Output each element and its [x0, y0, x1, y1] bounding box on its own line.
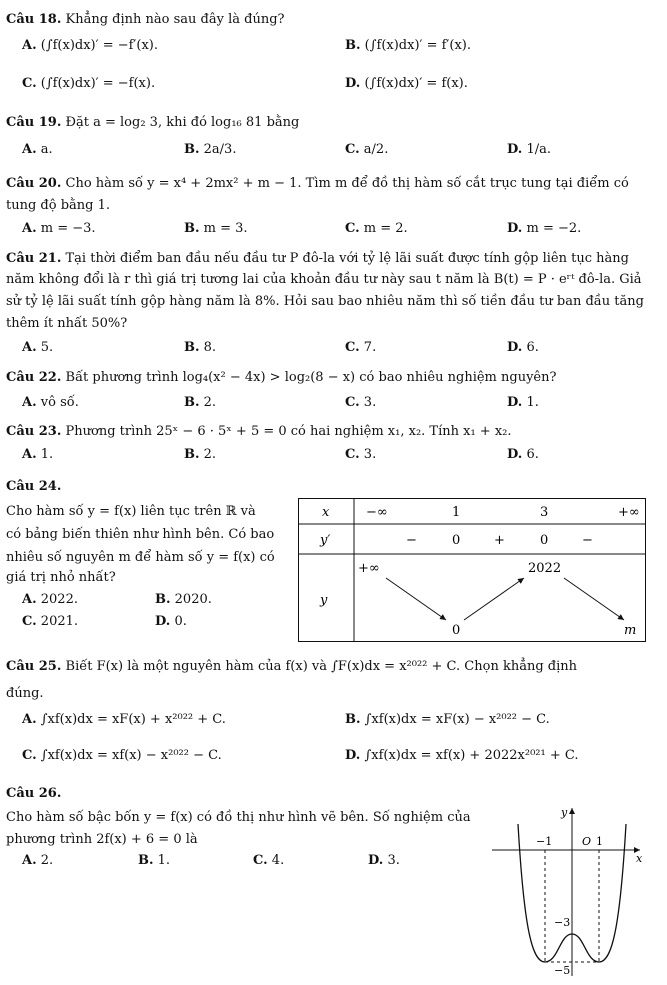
- x-neg-inf: −∞: [366, 505, 388, 520]
- q26-number: Câu 26.: [6, 786, 62, 801]
- q21-text-line2: năm không đổi là r thì giá trị tương lai của khoản đầu tư này sau t năm là B(t) = P · eʳᵗ đô-la. Giả: [6, 272, 642, 287]
- yprime-zero-2: 0: [540, 533, 549, 548]
- option-content: 2022.: [40, 592, 78, 607]
- q22-stem: [6, 370, 556, 386]
- option-label: D.: [155, 614, 171, 629]
- option-label: D.: [507, 395, 523, 410]
- q24-text-line2: có bảng biến thiên như hình bên. Có bao: [6, 527, 275, 542]
- option-content: 4.: [271, 853, 285, 868]
- q26-option-b[interactable]: [138, 853, 170, 869]
- option-content: m = −3.: [40, 221, 96, 236]
- q25-option-c[interactable]: [22, 748, 222, 764]
- yprime-sign-3: −: [582, 533, 593, 548]
- q23-text: Phương trình 25ˣ − 6 · 5ˣ + 5 = 0 có hai nghiệm x₁, x₂. Tính x₁ + x₂.: [65, 424, 512, 439]
- q18-text: Khẳng định nào sau đây là đúng?: [65, 12, 285, 27]
- q25-stem: [6, 659, 577, 675]
- q22-text: Bất phương trình log₄(x² − 4x) > log₂(8 − x) có bao nhiêu nghiệm nguyên?: [65, 370, 557, 385]
- q18-stem: [6, 12, 285, 28]
- option-content: 2021.: [40, 614, 79, 629]
- q23-option-b[interactable]: [184, 447, 216, 463]
- option-content: m = −2.: [526, 221, 582, 236]
- q20-number: Câu 20.: [6, 176, 62, 191]
- option-label: A.: [22, 853, 37, 868]
- row-label-yprime: y′: [320, 533, 331, 548]
- q26-option-c[interactable]: [253, 853, 284, 869]
- option-label: C.: [345, 340, 360, 355]
- q21-number: Câu 21.: [6, 251, 62, 266]
- option-label: C.: [253, 853, 268, 868]
- option-label: D.: [368, 853, 384, 868]
- q23-option-c[interactable]: [345, 447, 376, 463]
- option-content: a/2.: [363, 142, 389, 157]
- option-content: 3.: [387, 853, 400, 868]
- q19-number: Câu 19.: [6, 115, 62, 130]
- q25-number: Câu 25.: [6, 659, 62, 674]
- x-three: 3: [540, 505, 549, 520]
- x-pos-inf: +∞: [618, 505, 640, 520]
- q20-stem: [6, 176, 629, 192]
- q23-stem: [6, 424, 512, 440]
- option-content: 1.: [526, 395, 539, 410]
- option-label: D.: [507, 221, 523, 236]
- option-label: B.: [184, 340, 200, 355]
- q19-text: Đặt a = log₂ 3, khi đó log₁₆ 81 bằng: [65, 115, 300, 130]
- option-content: 2a/3.: [203, 142, 237, 157]
- option-label: C.: [22, 614, 37, 629]
- row-label-x: x: [322, 505, 330, 520]
- x-one: 1: [452, 505, 461, 520]
- q23-number: Câu 23.: [6, 424, 62, 439]
- yprime-zero-1: 0: [452, 533, 461, 548]
- q21-text-line4: thêm ít nhất 50%?: [6, 316, 128, 331]
- option-content: 2.: [203, 395, 217, 410]
- q19-option-b[interactable]: [184, 142, 236, 158]
- x-axis-label: x: [636, 852, 643, 865]
- q24-text-line1: Cho hàm số y = f(x) liên tục trên ℝ và: [6, 504, 256, 519]
- option-content: ∫xf(x)dx = xF(x) − x²⁰²² − C.: [364, 712, 550, 727]
- origin-label: O: [582, 835, 592, 848]
- q19-option-d[interactable]: [507, 142, 551, 158]
- quartic-graph: [488, 798, 650, 980]
- q21-option-a[interactable]: [22, 340, 53, 356]
- table-border: [299, 499, 646, 642]
- q22-number: Câu 22.: [6, 370, 62, 385]
- option-label: B.: [184, 395, 200, 410]
- option-label: B.: [345, 38, 361, 53]
- option-content: (∫f(x)dx)′ = f′(x).: [364, 38, 471, 53]
- q25-text-line2: đúng.: [6, 686, 44, 701]
- q26-option-d[interactable]: [368, 853, 400, 869]
- option-label: D.: [507, 142, 523, 157]
- yprime-sign-1: −: [406, 533, 417, 548]
- option-content: 2020.: [174, 592, 212, 607]
- q20-option-a[interactable]: [22, 221, 96, 237]
- option-label: A.: [22, 142, 37, 157]
- option-content: ∫xf(x)dx = xf(x) − x²⁰²² − C.: [40, 748, 222, 763]
- option-label: B.: [345, 712, 361, 727]
- q20-text-line1: Cho hàm số y = x⁴ + 2mx² + m − 1. Tìm m để đồ thị hàm số cắt trục tung tại điểm có: [65, 176, 629, 191]
- variation-table: [298, 498, 648, 644]
- q26-option-a[interactable]: [22, 853, 53, 869]
- q21-option-b[interactable]: [184, 340, 216, 356]
- option-label: B.: [184, 142, 200, 157]
- y-tick-minus-3: −3: [554, 916, 571, 929]
- q24-option-a[interactable]: [22, 592, 78, 608]
- option-content: 2.: [203, 447, 217, 462]
- option-label: A.: [22, 38, 37, 53]
- q21-text-line1: Tại thời điểm ban đầu nếu đầu tư P đô-la với tỷ lệ lãi suất được tính gộp liên tục hàng: [65, 251, 629, 266]
- q25-option-d[interactable]: [345, 748, 579, 764]
- option-content: 6.: [526, 447, 539, 462]
- q26-text-line2: phương trình 2f(x) + 6 = 0 là: [6, 832, 198, 847]
- x-tick-minus-1: −1: [536, 835, 553, 848]
- option-content: 5.: [40, 340, 54, 355]
- option-label: A.: [22, 712, 37, 727]
- option-content: (∫f(x)dx)′ = f(x).: [364, 76, 468, 91]
- option-content: 3.: [363, 395, 377, 410]
- q24-text-line3: nhiêu số nguyên m để hàm số y = f(x) có: [6, 550, 275, 565]
- q18-option-b[interactable]: [345, 38, 471, 54]
- option-content: 3.: [363, 447, 377, 462]
- y-zero: 0: [452, 623, 461, 638]
- option-content: 1/a.: [526, 142, 552, 157]
- x-tick-1: 1: [596, 835, 603, 848]
- option-label: A.: [22, 395, 37, 410]
- option-label: B.: [138, 853, 154, 868]
- option-label: B.: [155, 592, 171, 607]
- q24-option-b[interactable]: [155, 592, 212, 608]
- option-label: D.: [345, 76, 361, 91]
- option-label: B.: [184, 447, 200, 462]
- y-tick-minus-5: −5: [554, 964, 571, 977]
- option-label: C.: [345, 142, 360, 157]
- option-label: C.: [345, 395, 360, 410]
- option-content: 2.: [40, 853, 54, 868]
- row-label-y: y: [320, 593, 328, 608]
- q19-option-c[interactable]: [345, 142, 388, 158]
- option-label: A.: [22, 221, 37, 236]
- option-label: A.: [22, 592, 37, 607]
- q19-option-a[interactable]: [22, 142, 53, 158]
- option-content: 7.: [363, 340, 377, 355]
- q20-text-line2: tung độ bằng 1.: [6, 198, 111, 213]
- q23-option-a[interactable]: [22, 447, 53, 463]
- q24-text-line4: giá trị nhỏ nhất?: [6, 570, 116, 585]
- option-content: a.: [40, 142, 53, 157]
- option-label: D.: [345, 748, 361, 763]
- arrow-up: [464, 578, 524, 620]
- option-content: m = 2.: [363, 221, 408, 236]
- q20-option-c[interactable]: [345, 221, 408, 237]
- q22-option-a[interactable]: [22, 395, 79, 411]
- option-content: 1.: [157, 853, 171, 868]
- option-label: A.: [22, 447, 37, 462]
- y-pos-inf: +∞: [358, 561, 380, 576]
- y-axis-label: y: [561, 806, 568, 819]
- q25-option-a[interactable]: [22, 712, 226, 728]
- y-2022: 2022: [528, 561, 562, 576]
- option-content: (∫f(x)dx)′ = −f′(x).: [40, 38, 158, 53]
- q25-option-b[interactable]: [345, 712, 550, 728]
- q21-option-c[interactable]: [345, 340, 376, 356]
- option-label: C.: [22, 76, 37, 91]
- option-content: vô số.: [40, 395, 79, 410]
- option-content: (∫f(x)dx)′ = −f(x).: [40, 76, 156, 91]
- option-label: D.: [507, 447, 523, 462]
- q18-option-c[interactable]: [22, 76, 155, 92]
- q21-option-d[interactable]: [507, 340, 539, 356]
- option-content: 8.: [203, 340, 217, 355]
- q25-text-line1: Biết F(x) là một nguyên hàm của f(x) và ∫F(x)dx = x²⁰²² + C. Chọn khẳng định: [65, 659, 577, 674]
- option-content: ∫xf(x)dx = xF(x) + x²⁰²² + C.: [40, 712, 226, 727]
- q24-option-d[interactable]: [155, 614, 187, 630]
- option-content: m = 3.: [203, 221, 248, 236]
- q21-text-line3: sử tỷ lệ lãi suất tính gộp hàng năm là 8%. Hỏi sau bao nhiêu năm thì số tiền đầu tư ban đầu tăng: [6, 294, 644, 309]
- q23-option-d[interactable]: [507, 447, 539, 463]
- option-label: D.: [507, 340, 523, 355]
- q24-option-c[interactable]: [22, 614, 78, 630]
- q22-option-d[interactable]: [507, 395, 539, 411]
- q22-option-c[interactable]: [345, 395, 376, 411]
- option-content: ∫xf(x)dx = xf(x) + 2022x²⁰²¹ + C.: [364, 748, 579, 763]
- option-label: C.: [345, 447, 360, 462]
- option-label: C.: [22, 748, 37, 763]
- q24-number: Câu 24.: [6, 479, 62, 494]
- option-content: 0.: [174, 614, 187, 629]
- yprime-sign-2: +: [494, 533, 505, 548]
- q26-text-line1: Cho hàm số bậc bốn y = f(x) có đồ thị như hình vẽ bên. Số nghiệm của: [6, 810, 471, 825]
- q21-line1: [6, 251, 629, 267]
- q19-stem: [6, 115, 299, 131]
- q18-option-d[interactable]: [345, 76, 468, 92]
- q18-number: Câu 18.: [6, 12, 62, 27]
- arrow-down-1: [386, 578, 446, 620]
- q22-option-b[interactable]: [184, 395, 216, 411]
- option-content: 1.: [40, 447, 54, 462]
- q20-option-d[interactable]: [507, 221, 581, 237]
- option-content: 6.: [526, 340, 539, 355]
- arrow-down-2: [564, 578, 624, 620]
- y-m: m: [624, 623, 637, 638]
- option-label: B.: [184, 221, 200, 236]
- option-label: A.: [22, 340, 37, 355]
- q20-option-b[interactable]: [184, 221, 248, 237]
- option-label: C.: [345, 221, 360, 236]
- q18-option-a[interactable]: [22, 38, 158, 54]
